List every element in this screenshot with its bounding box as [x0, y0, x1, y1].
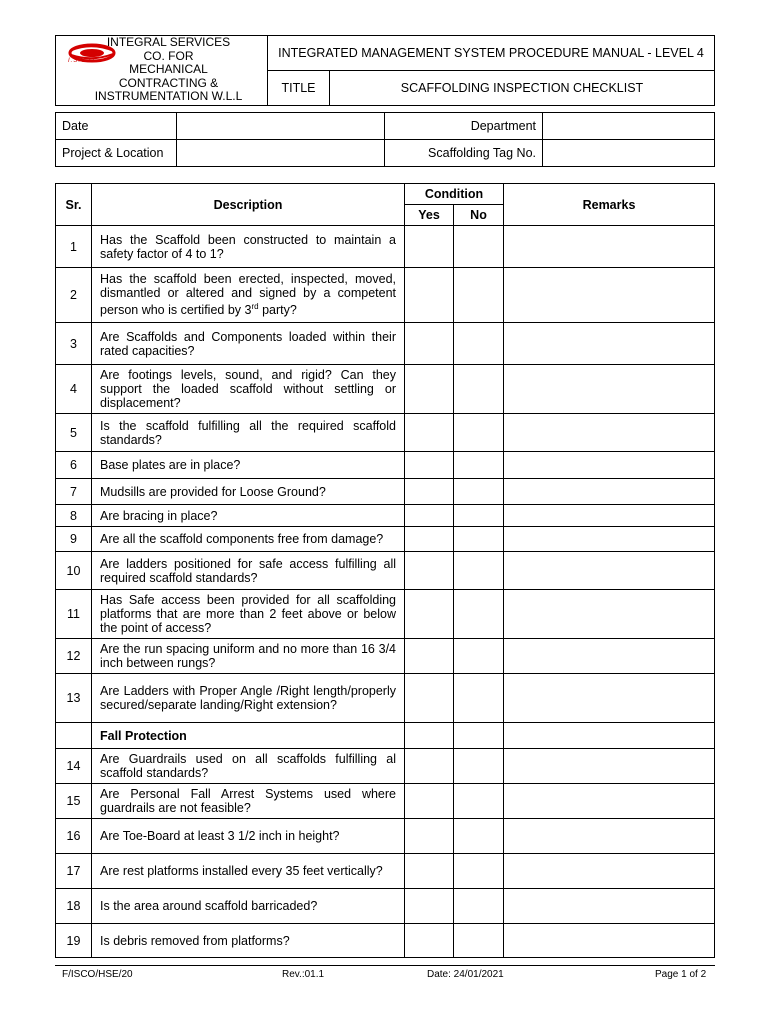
remarks-cell[interactable] [504, 226, 715, 268]
description-text: Are footings levels, sound, and rigid? Can they support the loaded scaffold without settling or displacement? [100, 368, 396, 410]
description-cell [92, 365, 405, 414]
remarks-cell[interactable] [504, 452, 715, 479]
col-sr: Sr. [56, 184, 92, 226]
col-no: No [454, 205, 504, 226]
no-cell[interactable] [454, 924, 504, 958]
sr-cell: 19 [56, 924, 92, 958]
description-cell [92, 854, 405, 889]
company-cell [56, 36, 268, 106]
no-cell[interactable] [454, 723, 504, 749]
description-tail: party? [258, 303, 297, 318]
sr-cell: 2 [56, 268, 92, 323]
description-text: Are Personal Fall Arrest Systems used where guardrails are not feasible? [100, 787, 396, 815]
description-text: Are all the scaffold components free from damage? [100, 532, 384, 546]
form-code: F/ISCO/HSE/20 [62, 969, 133, 980]
table-row [56, 479, 715, 505]
no-cell[interactable] [454, 268, 504, 323]
remarks-cell[interactable] [504, 479, 715, 505]
col-condition: Condition [405, 184, 504, 205]
no-cell[interactable] [454, 854, 504, 889]
tag-field[interactable] [543, 140, 715, 167]
no-cell[interactable] [454, 505, 504, 527]
department-field[interactable] [543, 113, 715, 140]
company-line: CO. FOR [143, 48, 194, 63]
remarks-cell[interactable] [504, 723, 715, 749]
description-cell [92, 479, 405, 505]
yes-cell[interactable] [405, 784, 454, 819]
col-description: Description [92, 184, 405, 226]
remarks-cell[interactable] [504, 924, 715, 958]
info-table [55, 112, 715, 167]
remarks-cell[interactable] [504, 414, 715, 452]
description-cell [92, 674, 405, 723]
description-cell [92, 749, 405, 784]
table-row [56, 505, 715, 527]
date-field[interactable] [177, 113, 385, 140]
table-row [56, 819, 715, 854]
table-row [56, 226, 715, 268]
table-row [56, 452, 715, 479]
description-text: Are bracing in place? [100, 508, 218, 523]
tag-label: Scaffolding Tag No. [385, 140, 543, 167]
no-cell[interactable] [454, 323, 504, 365]
yes-cell[interactable] [405, 552, 454, 590]
table-row [56, 365, 715, 414]
table-row [56, 414, 715, 452]
no-cell[interactable] [454, 479, 504, 505]
table-row [56, 723, 715, 749]
remarks-cell[interactable] [504, 268, 715, 323]
no-cell[interactable] [454, 452, 504, 479]
no-cell[interactable] [454, 365, 504, 414]
yes-cell[interactable] [405, 365, 454, 414]
description-cell [92, 414, 405, 452]
sr-cell: 1 [56, 226, 92, 268]
remarks-cell[interactable] [504, 784, 715, 819]
no-cell[interactable] [454, 889, 504, 924]
ordinal-suffix: rd [251, 302, 259, 312]
sr-cell: 17 [56, 854, 92, 889]
description-text: Base plates are in place? [100, 458, 241, 472]
no-cell[interactable] [454, 784, 504, 819]
company-name [76, 36, 261, 104]
revision: Rev.:01.1 [282, 969, 325, 980]
description-cell [92, 819, 405, 854]
table-row [56, 749, 715, 784]
table-row [56, 323, 715, 365]
manual-title: INTEGRATED MANAGEMENT SYSTEM PROCEDURE MANUAL - LEVEL 4 [268, 36, 715, 71]
description-text: Are ladders positioned for safe access fulfilling all required scaffold standards? [100, 556, 396, 585]
description-text: Are the run spacing uniform and no more than 16 3/4 inch between rungs? [100, 642, 396, 670]
description-text: Are Ladders with Proper Angle /Right length/properly secured/separate landing/Right extension? [100, 684, 396, 712]
yes-cell[interactable] [405, 723, 454, 749]
sr-cell: 3 [56, 323, 92, 365]
description-cell [92, 784, 405, 819]
description-text: Are Scaffolds and Components loaded within their rated capacities? [100, 329, 396, 358]
remarks-cell[interactable] [504, 527, 715, 552]
description-cell [92, 226, 405, 268]
remarks-cell[interactable] [504, 505, 715, 527]
remarks-cell[interactable] [504, 674, 715, 723]
description-text: Are Toe-Board at least 3 1/2 inch in height? [100, 829, 340, 843]
sr-cell: 7 [56, 479, 92, 505]
sr-cell: 14 [56, 749, 92, 784]
remarks-cell[interactable] [504, 819, 715, 854]
company-line: CONTRACTING & [118, 75, 219, 90]
yes-cell[interactable] [405, 268, 454, 323]
yes-cell[interactable] [405, 674, 454, 723]
sr-cell: 9 [56, 527, 92, 552]
remarks-cell[interactable] [504, 365, 715, 414]
table-row [56, 552, 715, 590]
page-number: Page 1 of 2 [655, 969, 707, 980]
document-title: SCAFFOLDING INSPECTION CHECKLIST [330, 71, 715, 106]
company-line: INTEGRAL SERVICES [106, 35, 231, 49]
yes-cell[interactable] [405, 590, 454, 639]
description-cell [92, 924, 405, 958]
yes-cell[interactable] [405, 889, 454, 924]
yes-cell[interactable] [405, 414, 454, 452]
no-cell[interactable] [454, 819, 504, 854]
logo-tag: I.S.C.O [68, 58, 95, 64]
title-label: TITLE [268, 71, 330, 106]
table-row [56, 590, 715, 639]
description-text: Is debris removed from platforms? [100, 933, 290, 948]
no-cell[interactable] [454, 749, 504, 784]
yes-cell[interactable] [405, 527, 454, 552]
sr-cell: 11 [56, 590, 92, 639]
sr-cell: 4 [56, 365, 92, 414]
description-cell [92, 323, 405, 365]
description-cell [92, 505, 405, 527]
yes-cell[interactable] [405, 639, 454, 674]
table-row [56, 889, 715, 924]
description-text: Has the scaffold been erected, inspected, moved, dismantled or altered and signed by a competent person who is certified by 3 [100, 272, 396, 318]
description-text: Mudsills are provided for Loose Ground? [100, 484, 326, 499]
description-cell [92, 268, 405, 323]
sr-cell: 15 [56, 784, 92, 819]
table-row [56, 268, 715, 323]
sr-cell: 18 [56, 889, 92, 924]
footer-date: Date: 24/01/2021 [427, 969, 504, 980]
sr-cell: 10 [56, 552, 92, 590]
remarks-cell[interactable] [504, 323, 715, 365]
table-row [56, 784, 715, 819]
table-row [56, 527, 715, 552]
sr-cell: 16 [56, 819, 92, 854]
remarks-cell[interactable] [504, 889, 715, 924]
yes-cell[interactable] [405, 819, 454, 854]
remarks-cell[interactable] [504, 854, 715, 889]
yes-cell[interactable] [405, 479, 454, 505]
sr-cell: 6 [56, 452, 92, 479]
yes-cell[interactable] [405, 323, 454, 365]
yes-cell[interactable] [405, 854, 454, 889]
table-row [56, 924, 715, 958]
description-cell [92, 639, 405, 674]
no-cell[interactable] [454, 674, 504, 723]
remarks-cell[interactable] [504, 590, 715, 639]
no-cell[interactable] [454, 639, 504, 674]
description-text: Are rest platforms installed every 35 feet vertically? [100, 864, 383, 878]
yes-cell[interactable] [405, 924, 454, 958]
description-cell [92, 889, 405, 924]
no-cell[interactable] [454, 552, 504, 590]
remarks-cell[interactable] [504, 749, 715, 784]
remarks-cell[interactable] [504, 552, 715, 590]
sr-cell [56, 723, 92, 749]
yes-cell[interactable] [405, 749, 454, 784]
table-row [56, 674, 715, 723]
sr-cell: 12 [56, 639, 92, 674]
checklist-body [56, 226, 715, 958]
description-cell [92, 552, 405, 590]
company-line: MECHANICAL [129, 62, 208, 76]
sr-cell: 13 [56, 674, 92, 723]
sr-cell: 5 [56, 414, 92, 452]
footer-rule [55, 965, 715, 966]
yes-cell[interactable] [405, 452, 454, 479]
checklist-table [55, 183, 715, 958]
description-cell [92, 527, 405, 552]
description-text: Is the area around scaffold barricaded? [100, 899, 318, 913]
col-remarks: Remarks [504, 184, 715, 226]
yes-cell[interactable] [405, 505, 454, 527]
no-cell[interactable] [454, 527, 504, 552]
no-cell[interactable] [454, 590, 504, 639]
project-field[interactable] [177, 140, 385, 167]
department-label: Department [385, 113, 543, 140]
description-text: Has the Scaffold been constructed to maintain a safety factor of 4 to 1? [100, 232, 396, 261]
sr-cell: 8 [56, 505, 92, 527]
date-label: Date [56, 113, 177, 140]
no-cell[interactable] [454, 414, 504, 452]
description-text: Has Safe access been provided for all scaffolding platforms that are more than 2 feet above or below the point of access? [100, 593, 396, 635]
description-cell [92, 590, 405, 639]
no-cell[interactable] [454, 226, 504, 268]
yes-cell[interactable] [405, 226, 454, 268]
project-label: Project & Location [56, 140, 177, 167]
table-row [56, 639, 715, 674]
remarks-cell[interactable] [504, 639, 715, 674]
description-text: Is the scaffold fulfilling all the required scaffold standards? [100, 418, 396, 447]
section-heading: Fall Protection [92, 723, 405, 749]
document-header [55, 35, 715, 106]
table-row [56, 854, 715, 889]
col-yes: Yes [405, 205, 454, 226]
company-line: INSTRUMENTATION W.L.L [94, 89, 243, 103]
description-cell [92, 452, 405, 479]
description-text: Are Guardrails used on all scaffolds fulfilling al scaffold standards? [100, 752, 396, 780]
